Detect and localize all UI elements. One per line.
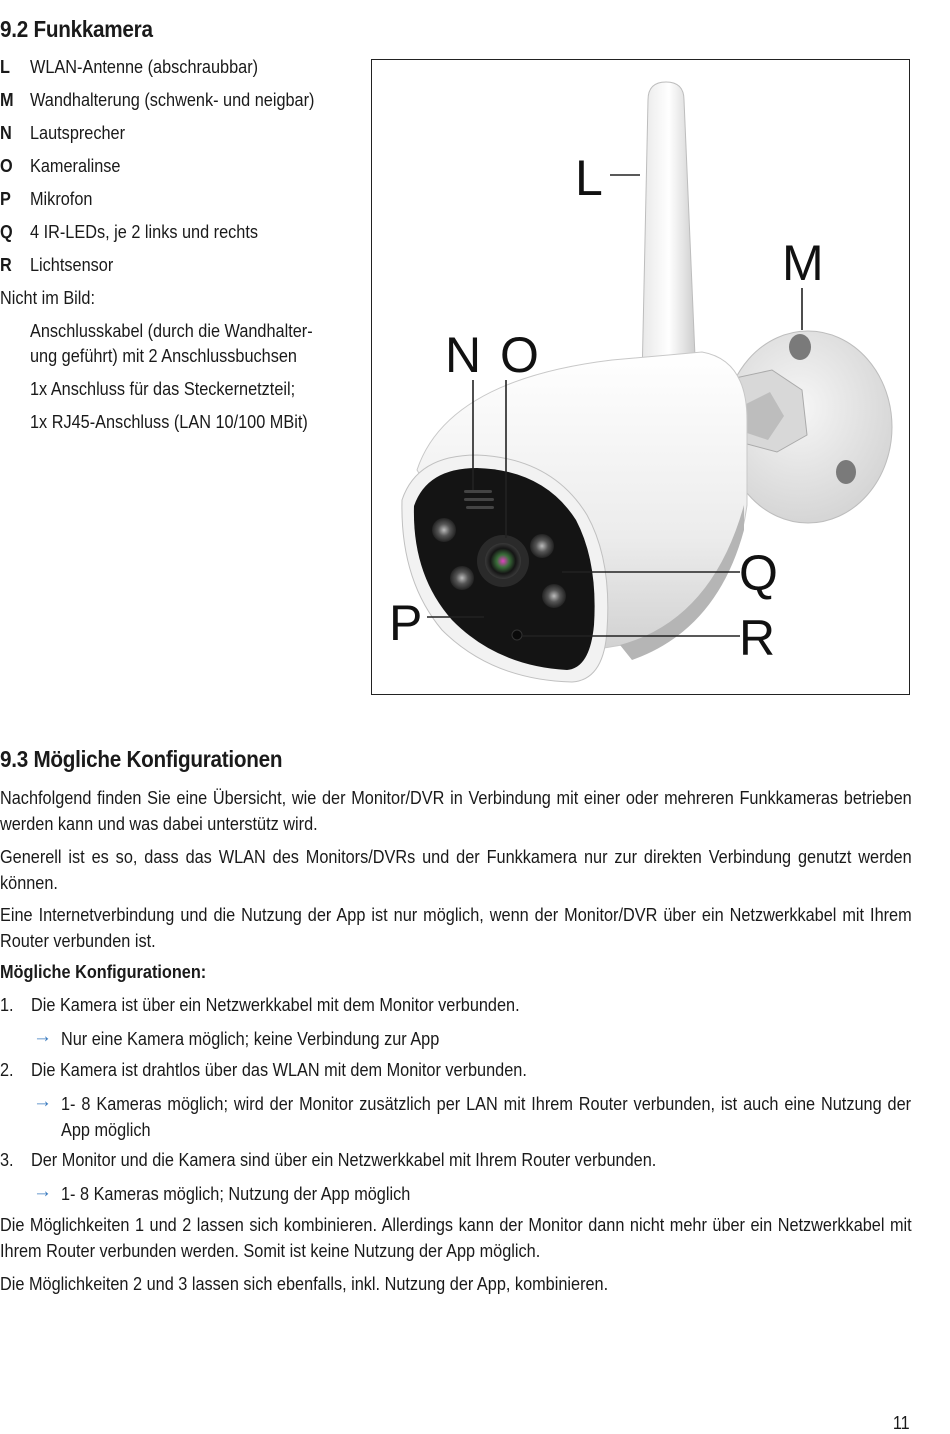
configs-heading: Mögliche Konfigurationen: (0, 961, 207, 982)
closing-paragraph: Die Möglichkeiten 2 und 3 lassen sich ebenfalls, inkl. Nutzung der App, kombinieren. (0, 1273, 609, 1294)
intro-paragraph: Generell ist es so, dass das WLAN des Monitors/DVRs und der Funkkamera nur zur direkten Verbindung genutzt werden können. (0, 846, 912, 893)
label-L: L (575, 150, 603, 206)
antenna (642, 82, 696, 380)
legend-text: Kameralinse (30, 155, 121, 176)
page-number: 11 (893, 1413, 910, 1433)
arrow-right-icon: → (33, 1026, 52, 1047)
arrow-right-icon: → (33, 1181, 52, 1202)
config-text: Der Monitor und die Kamera sind über ein Netzwerkkabel mit Ihrem Router verbunden. (31, 1149, 657, 1170)
legend-key: Q (0, 221, 13, 242)
arrow-right-icon: → (33, 1091, 52, 1112)
intro-paragraph: Eine Internetverbindung und die Nutzung der App ist nur möglich, wenn der Monitor/DVR über ein Netzwerkkabel mit Ihrem Router verbunden ist. (0, 904, 912, 951)
label-Q: Q (739, 545, 778, 601)
camera-body (402, 352, 747, 682)
label-M: M (782, 235, 824, 291)
legend-item (0, 248, 420, 281)
legend-item (0, 215, 420, 248)
not-shown-line: Anschlusskabel (durch die Wandhalter- (30, 320, 313, 341)
label-P: P (389, 595, 423, 651)
legend-item (0, 182, 420, 215)
not-shown-line: 1x RJ45-Anschluss (LAN 10/100 MBit) (30, 411, 308, 432)
legend-item (0, 50, 420, 83)
legend-key: R (0, 254, 12, 275)
config-number: 1. (0, 994, 14, 1015)
legend-key: L (0, 56, 10, 77)
legend-text: Wandhalterung (schwenk- und neigbar) (30, 89, 315, 110)
config-number: 3. (0, 1149, 14, 1170)
legend-item (0, 149, 420, 182)
config-result: 1- 8 Kameras möglich; Nutzung der App möglich (61, 1183, 411, 1204)
legend-item (0, 116, 420, 149)
camera-figure (371, 59, 910, 695)
section-title-9-2: 9.2 Funkkamera (0, 16, 153, 42)
component-legend (0, 50, 420, 281)
not-shown-line: ung geführt) mit 2 Anschlussbuchsen (30, 345, 297, 366)
section-title-9-3: 9.3 Mögliche Konfigurationen (0, 746, 283, 772)
config-number: 2. (0, 1059, 14, 1080)
intro-paragraph: Nachfolgend finden Sie eine Übersicht, wie der Monitor/DVR in Verbindung mit einer oder mehreren Funkkameras betrieben werden kann und was dabei unterstütz wird. (0, 787, 912, 834)
not-shown-line: 1x Anschluss für das Steckernetzteil; (30, 378, 296, 399)
legend-key: M (0, 89, 14, 110)
camera-illustration (372, 60, 908, 693)
legend-key: O (0, 155, 13, 176)
config-result: 1- 8 Kameras möglich; wird der Monitor zusätzlich per LAN mit Ihrem Router verbunden, ist auch eine Nutzung der App möglich (61, 1093, 912, 1140)
legend-text: Mikrofon (30, 188, 93, 209)
label-R: R (739, 610, 776, 666)
legend-key: P (0, 188, 11, 209)
legend-key: N (0, 122, 12, 143)
legend-item (0, 83, 420, 116)
config-text: Die Kamera ist drahtlos über das WLAN mit dem Monitor verbunden. (31, 1059, 527, 1080)
legend-text: Lautsprecher (30, 122, 126, 143)
config-result: Nur eine Kamera möglich; keine Verbindung zur App (61, 1028, 440, 1049)
legend-text: 4 IR-LEDs, je 2 links und rechts (30, 221, 259, 242)
label-O: O (500, 327, 539, 383)
config-text: Die Kamera ist über ein Netzwerkkabel mit dem Monitor verbunden. (31, 994, 520, 1015)
closing-paragraph: Die Möglichkeiten 1 und 2 lassen sich kombinieren. Allerdings kann der Monitor dann nicht mehr über ein Netzwerkkabel mit Ihrem Router verbunden werden. Somit ist keine Nutzung der App möglich. (0, 1214, 912, 1261)
legend-text: WLAN-Antenne (abschraubbar) (30, 56, 259, 77)
legend-text: Lichtsensor (30, 254, 114, 275)
not-shown-label: Nicht im Bild: (0, 287, 95, 308)
label-N: N (445, 327, 482, 383)
